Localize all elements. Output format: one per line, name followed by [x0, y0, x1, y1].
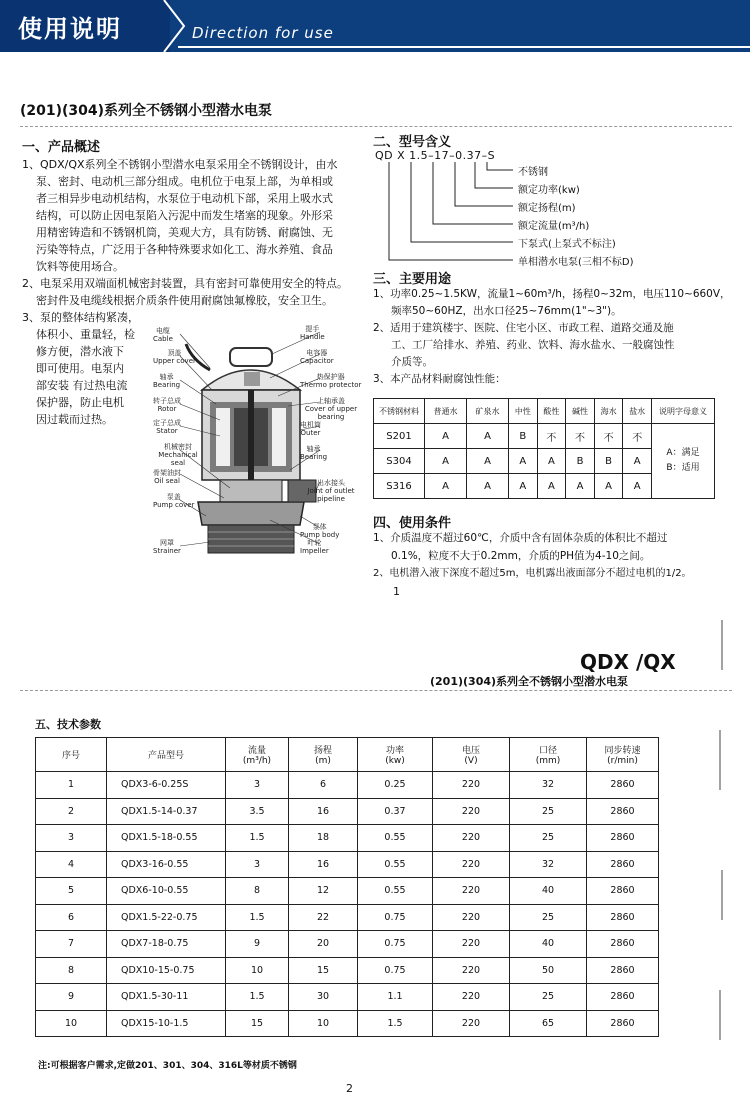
cell: 2860: [587, 957, 659, 984]
text-line: 1、功率0.25~1.5KW，流量1~60m³/h，扬程0~32m，电压110~660V，: [373, 288, 731, 300]
brand-title: QDX /QX: [580, 650, 676, 674]
title-dotted-rule: [20, 126, 732, 127]
banner-rule: [178, 46, 750, 48]
cell: QDX15-10-1.5: [107, 1010, 226, 1037]
model-item: 额定功率(kw): [518, 185, 580, 196]
table-row: [36, 772, 659, 799]
cell: 8: [36, 957, 107, 984]
text-line: 1、QDX/QX系列全不锈钢小型潜水电泵采用全不锈钢设计，由水: [22, 158, 338, 171]
cell: 220: [433, 825, 510, 852]
cell: 7: [36, 931, 107, 958]
cell: 2860: [587, 904, 659, 931]
legend-line: B：适用: [666, 463, 700, 473]
text-line: 修方便，潜水液下: [36, 345, 124, 358]
table-row: [36, 851, 659, 878]
cell: A: [623, 474, 652, 499]
legend-cell: [652, 424, 715, 499]
cell: A: [537, 449, 566, 474]
cell: 0.55: [358, 851, 433, 878]
header-cell: 产品型号: [107, 738, 226, 772]
cell: 12: [289, 878, 358, 905]
cell: 30: [289, 984, 358, 1011]
cell: 220: [433, 904, 510, 931]
text-line: 1、介质温度不超过60℃，介质中含有固体杂质的体积比不超过: [373, 532, 668, 544]
table-row: [36, 878, 659, 905]
technical-parameters-table: [35, 737, 659, 1037]
cell: 220: [433, 798, 510, 825]
cell: 18: [289, 825, 358, 852]
cell: 32: [510, 772, 587, 799]
header-cell: 口径 (mm): [510, 738, 587, 772]
text-line: 即可使用。电泵内: [36, 362, 124, 375]
cell: 3: [226, 851, 289, 878]
cell: 1.5: [358, 1010, 433, 1037]
cell: 9: [36, 984, 107, 1011]
cell: 0.37: [358, 798, 433, 825]
cell: 6: [36, 904, 107, 931]
cell: 1.5: [226, 825, 289, 852]
text-line: 结构，可以防止因电泵陷入污泥中而发生堵塞的现象。外形采: [36, 209, 333, 222]
overview-heading: 一、产品概述: [22, 140, 101, 155]
header-cell: 扬程 (m): [289, 738, 358, 772]
text-line: 工、工厂给排水、养殖、药业、饮料、海水盐水、一般腐蚀性: [391, 339, 675, 351]
cell: 不: [566, 424, 595, 449]
header-cell: 流量 (m³/h): [226, 738, 289, 772]
header-cell: 中性: [509, 399, 538, 424]
header-cell: 酸性: [537, 399, 566, 424]
cell: 25: [510, 904, 587, 931]
text-line: 污染等特点，广泛用于各种特殊要求如化工、海水养殖、食品: [36, 243, 333, 256]
text-line: 0.1%，粒度不大于0.2mm，介质的PH值为4-10之间。: [391, 550, 651, 562]
cell: 2860: [587, 825, 659, 852]
cell: 0.75: [358, 931, 433, 958]
page2-dotted-rule: [20, 690, 732, 691]
text-line: 3、泵的整体结构紧凑，: [22, 311, 139, 324]
cell: 2860: [587, 851, 659, 878]
text-line: 饮料等使用场合。: [36, 260, 124, 273]
table-row: [374, 424, 715, 449]
cell: 50: [510, 957, 587, 984]
page2-number: 2: [346, 1082, 353, 1095]
table-row: [36, 931, 659, 958]
header-cell: 序号: [36, 738, 107, 772]
cell: 2860: [587, 931, 659, 958]
cell: 6: [289, 772, 358, 799]
cell: 9: [226, 931, 289, 958]
header-cell: 说明字母意义: [652, 399, 715, 424]
cell: A: [467, 424, 509, 449]
material-resistance-table: [373, 398, 715, 499]
cell: QDX7-18-0.75: [107, 931, 226, 958]
cell: A: [509, 449, 538, 474]
cell: 不: [537, 424, 566, 449]
header-cell: 不锈钢材料: [374, 399, 425, 424]
conditions-heading: 四、使用条件: [373, 516, 452, 531]
cell: 2860: [587, 772, 659, 799]
overview-paragraph-2: [22, 275, 367, 309]
cell: QDX3-16-0.55: [107, 851, 226, 878]
cell: 32: [510, 851, 587, 878]
chevron-divider-icon: [160, 0, 190, 52]
header-cell: 盐水: [623, 399, 652, 424]
header-cell: 海水: [594, 399, 623, 424]
header-cell: 碱性: [566, 399, 595, 424]
model-item: 额定扬程(m): [518, 203, 576, 214]
cell: A: [425, 474, 467, 499]
header-banner: [0, 0, 750, 52]
cell: 1: [36, 772, 107, 799]
cell: 3.5: [226, 798, 289, 825]
cell: A: [566, 474, 595, 499]
header-title-cn: 使用说明: [18, 15, 122, 43]
cell: 1.1: [358, 984, 433, 1011]
table-row: [36, 984, 659, 1011]
text-line: 2、电机潜入液下深度不超过5m，电机露出液面部分不超过电机的1/2。: [373, 568, 692, 579]
cell: 40: [510, 878, 587, 905]
cell: 220: [433, 851, 510, 878]
cell: 0.75: [358, 957, 433, 984]
cell: B: [509, 424, 538, 449]
cell: 10: [226, 957, 289, 984]
text-line: 泵、密封、电动机三部分组成。电机位于电泵上部，为单相或: [36, 175, 333, 188]
cell: A: [537, 474, 566, 499]
cell: 2860: [587, 798, 659, 825]
cell: 0.75: [358, 904, 433, 931]
cell: 220: [433, 1010, 510, 1037]
table-row: [36, 1010, 659, 1037]
cell: QDX6-10-0.55: [107, 878, 226, 905]
model-code: QD X 1.5–17–0.37–S: [375, 149, 496, 162]
cell: 16: [289, 851, 358, 878]
model-item: 额定流量(m³/h): [518, 221, 590, 232]
model-item: 下泵式(上泵式不标注): [518, 239, 616, 250]
text-line: 者三相异步电动机结构，水泵位于电动机下部，采用上吸水式: [36, 192, 333, 205]
cell: 1.5: [226, 984, 289, 1011]
cell: 40: [510, 931, 587, 958]
page1-title: (201)(304)系列全不锈钢小型潜水电泵: [20, 103, 273, 119]
cell: 2860: [587, 1010, 659, 1037]
conditions-text: [373, 529, 741, 583]
text-line: 2、适用于建筑楼宇、医院、住宅小区、市政工程、道路交通及施: [373, 322, 674, 334]
cell: 5: [36, 878, 107, 905]
table-header-row: [374, 399, 715, 424]
overview-paragraph-3: [22, 309, 152, 428]
cell: A: [425, 424, 467, 449]
uses-text: [373, 286, 738, 388]
text-line: 体积小、重量轻，检: [36, 328, 135, 341]
text-line: 密封件及电缆线根据介质条件使用耐腐蚀氟橡胶，安全卫生。: [36, 294, 333, 307]
model-item: 不锈钢: [518, 167, 548, 178]
cell: A: [425, 449, 467, 474]
header-title-en: Direction for use: [192, 24, 334, 42]
cell: 3: [226, 772, 289, 799]
cell: 220: [433, 984, 510, 1011]
cell: S316: [374, 474, 425, 499]
cell: 25: [510, 825, 587, 852]
header-cell: 同步转速 (r/min): [587, 738, 659, 772]
cell: A: [467, 474, 509, 499]
table-row: [36, 904, 659, 931]
text-line: 保护器，防止电机: [36, 396, 124, 409]
cell: 25: [510, 984, 587, 1011]
cell: QDX1.5-18-0.55: [107, 825, 226, 852]
table-row: [36, 825, 659, 852]
cell: 15: [289, 957, 358, 984]
cell: 25: [510, 798, 587, 825]
cell: QDX10-15-0.75: [107, 957, 226, 984]
footnote: 注:可根据客户需求,定做201、301、304、316L等材质不锈钢: [38, 1061, 297, 1071]
specs-heading: 五、技术参数: [35, 718, 101, 731]
cell: 15: [226, 1010, 289, 1037]
uses-heading: 三、主要用途: [373, 272, 452, 287]
cell: QDX1.5-22-0.75: [107, 904, 226, 931]
cell: 10: [289, 1010, 358, 1037]
cell: 不: [594, 424, 623, 449]
cell: 2860: [587, 984, 659, 1011]
cell: 3: [36, 825, 107, 852]
table-row: [36, 957, 659, 984]
header-cell: 普通水: [425, 399, 467, 424]
model-heading: 二、型号含义: [373, 135, 452, 150]
cell: 2860: [587, 878, 659, 905]
table-header-row: [36, 738, 659, 772]
cell: S304: [374, 449, 425, 474]
model-code-meanings: [518, 164, 634, 272]
cell: 10: [36, 1010, 107, 1037]
cell: B: [594, 449, 623, 474]
cell: QDX1.5-30-11: [107, 984, 226, 1011]
cell: A: [509, 474, 538, 499]
cell: 16: [289, 798, 358, 825]
cell: 4: [36, 851, 107, 878]
cell: 22: [289, 904, 358, 931]
cell: 2: [36, 798, 107, 825]
model-code-brackets: [375, 160, 515, 264]
cell: QDX3-6-0.25S: [107, 772, 226, 799]
text-line: 因过载而过热。: [36, 413, 113, 426]
cell: 不: [623, 424, 652, 449]
scan-edge-marks: [710, 610, 730, 1090]
cell: A: [594, 474, 623, 499]
model-item: 单相潜水电泵(三相不标D): [518, 257, 634, 268]
overview-paragraph-1: [22, 156, 367, 275]
legend-line: A：满足: [666, 448, 700, 458]
cell: 65: [510, 1010, 587, 1037]
cell: B: [566, 449, 595, 474]
text-line: 部安装 有过热电流: [36, 379, 128, 392]
cell: 8: [226, 878, 289, 905]
cell: S201: [374, 424, 425, 449]
header-cell: 电压 (V): [433, 738, 510, 772]
text-line: 2、电泵采用双端面机械密封装置，具有密封可靠使用安全的特点。: [22, 277, 348, 290]
text-line: 3、本产品材料耐腐蚀性能：: [373, 373, 506, 385]
cell: QDX1.5-14-0.37: [107, 798, 226, 825]
cell: 220: [433, 931, 510, 958]
header-cell: 功率 (kw): [358, 738, 433, 772]
text-line: 介质等。: [391, 356, 433, 368]
cell: 0.55: [358, 878, 433, 905]
cell: 220: [433, 878, 510, 905]
text-line: 用精密铸造和不锈钢机筒，美观大方，具有防锈、耐腐蚀、无: [36, 226, 333, 239]
cell: 20: [289, 931, 358, 958]
cell: 0.55: [358, 825, 433, 852]
cell: A: [467, 449, 509, 474]
cell: 220: [433, 957, 510, 984]
page1-number: 1: [393, 585, 400, 598]
cell: 220: [433, 772, 510, 799]
header-cell: 矿泉水: [467, 399, 509, 424]
cell: 1.5: [226, 904, 289, 931]
cell: A: [623, 449, 652, 474]
page2-subtitle: (201)(304)系列全不锈钢小型潜水电泵: [430, 675, 629, 688]
text-line: 频率50~60HZ，出水口径25~76mm(1"~3")。: [391, 305, 622, 317]
table-row: [36, 798, 659, 825]
cell: 0.25: [358, 772, 433, 799]
